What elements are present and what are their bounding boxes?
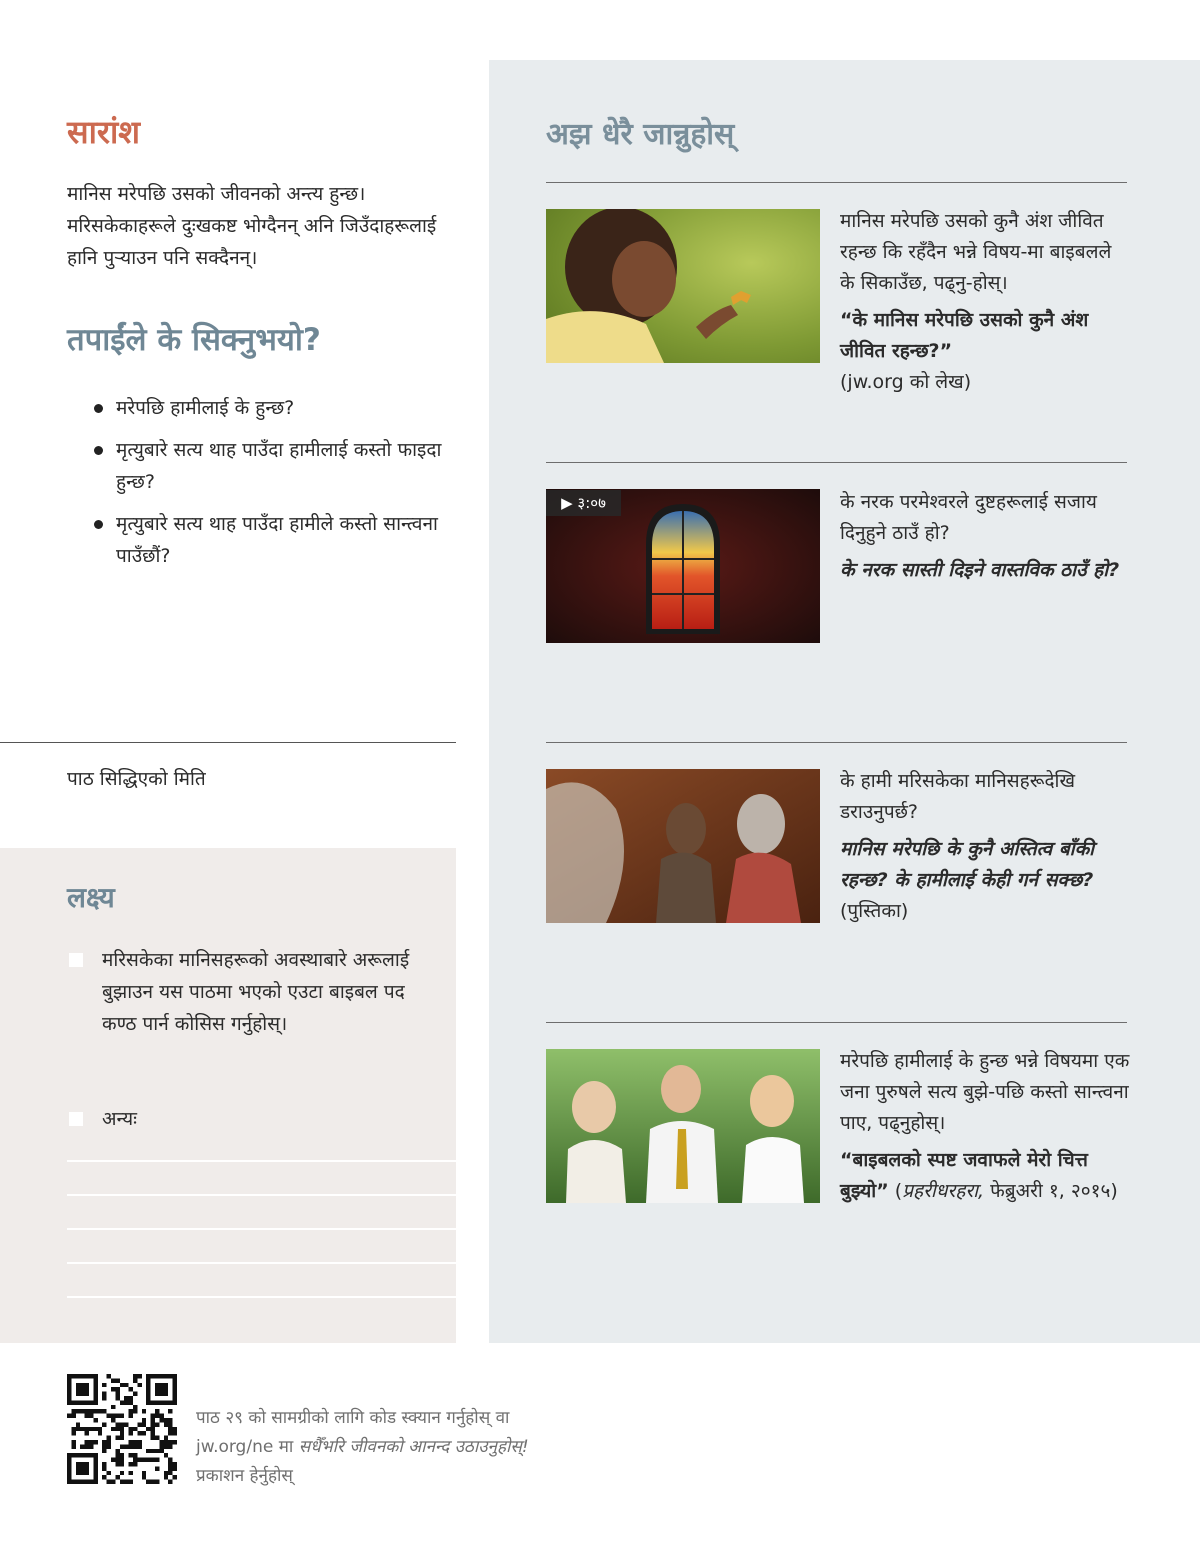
write-in-line[interactable] <box>67 1160 456 1162</box>
goal-checkbox-1[interactable] <box>69 953 83 967</box>
entry-source-publication: प्रहरीधरहरा, <box>902 1180 985 1202</box>
girl-with-butterfly-image[interactable] <box>546 209 820 363</box>
entry-title-link[interactable]: मानिस मरेपछि के कुनै अस्तित्व बाँकी रहन्छ? के हामीलाई केही गर्न सक्छ? <box>840 838 1095 891</box>
footer-line-2: jw.org/ne मा सधैँभरि जीवनको आनन्द उठाउनुहोस्! <box>196 1437 529 1457</box>
entry-description: मानिस मरेपछि उसको कुनै अंश जीवित रहन्छ कि रहँदैन भन्ने विषय-मा बाइबलले के सिकाउँछ, पढ्नु-होस्। <box>840 210 1112 294</box>
goal-other-label: अन्यः <box>102 1108 137 1130</box>
goal-text-1: मरिसकेका मानिसहरूको अवस्थाबारे अरूलाई बुझाउन यस पाठमा भएको एउटा बाइबल पद कण्ठ पार्न कोसिस गर्नुहोस्। <box>102 949 410 1035</box>
summary-heading: सारांश <box>67 113 141 151</box>
learn-more-entry-1 <box>840 206 1130 398</box>
entry-source: (jw.org को लेख) <box>840 371 972 393</box>
completion-date-label: पाठ सिद्धिएको मिति <box>67 768 206 790</box>
learn-more-entry-4: मरेपछि हामीलाई के हुन्छ भन्ने विषयमा एक जना पुरुषले सत्य बुझे-पछि कस्तो सान्त्वना पाए, पढ्नुहोस्। “बाइबलको स्पष्ट जवाफले मेरो चित्त बुझ्यो” (प्रहरीधरहरा, फेब्रुअरी १, २०१५) <box>840 1046 1130 1207</box>
entry-source: (पुस्तिका) <box>840 900 909 922</box>
goal-heading: लक्ष्य <box>67 881 115 914</box>
footer-line-1: पाठ २९ को सामग्रीको लागि कोड स्क्यान गर्नुहोस् वा <box>196 1408 510 1428</box>
footer-line-3: प्रकाशन हेर्नुहोस् <box>196 1466 293 1486</box>
write-in-line[interactable] <box>67 1228 456 1230</box>
learned-item: मृत्युबारे सत्य थाह पाउँदा हामीलाई कस्तो फाइदा हुन्छ? <box>90 434 460 498</box>
entry-description: के नरक परमेश्‍वरले दुष्टहरूलाई सजाय दिनुहुने ठाउँ हो? <box>840 491 1097 544</box>
learned-item: मरेपछि हामीलाई के हुन्छ? <box>90 392 460 424</box>
three-people-conversation-image[interactable] <box>546 1049 820 1203</box>
write-in-line[interactable] <box>67 1262 456 1264</box>
divider <box>546 182 1127 183</box>
write-in-line[interactable] <box>67 1296 456 1298</box>
entry-title-link[interactable]: “बाइबलको स्पष्ट जवाफले मेरो चित्त बुझ्यो” <box>840 1149 1088 1202</box>
divider <box>546 462 1127 463</box>
entry-source-date: फेब्रुअरी १, २०१५) <box>990 1180 1118 1202</box>
learn-more-entry-2 <box>840 487 1130 586</box>
learn-more-heading: अझ धेरै जान्नुहोस् <box>546 117 735 152</box>
divider <box>546 1022 1127 1023</box>
divider <box>0 742 456 743</box>
learned-list <box>90 392 460 582</box>
entry-title-link[interactable]: “के मानिस मरेपछि उसको कुनै अंश जीवित रहन्छ?” <box>840 309 1089 362</box>
learn-more-entry-3 <box>840 766 1130 927</box>
qr-code[interactable] <box>67 1374 177 1484</box>
learned-item: मृत्युबारे सत्य थाह पाउँदा हामीले कस्तो सान्त्वना पाउँछौं? <box>90 508 460 572</box>
summary-text: मानिस मरेपछि उसको जीवनको अन्त्य हुन्छ। मरिसकेकाहरूले दुःखकष्ट भोग्दैनन् अनि जिउँदाहरूलाई हानि पुऱ्याउन पनि सक्दैनन्। <box>67 183 437 269</box>
learned-heading: तपाईंले के सिक्नुभयो? <box>67 322 321 358</box>
entry-description: मरेपछि हामीलाई के हुन्छ भन्ने विषयमा एक जना पुरुषले सत्य बुझे-पछि कस्तो सान्त्वना पाए, पढ्नुहोस्। <box>840 1050 1130 1134</box>
entry-title-link[interactable]: के नरक सास्ती दिइने वास्तविक ठाउँ हो? <box>840 559 1120 581</box>
video-duration-badge[interactable]: ▶ ३:०७ <box>546 490 621 516</box>
goal-panel <box>0 848 456 1343</box>
write-in-line[interactable] <box>67 1194 456 1196</box>
divider <box>546 742 1127 743</box>
footer-text <box>196 1404 616 1491</box>
entry-description: के हामी मरिसकेका मानिसहरूदेखि डराउनुपर्छ? <box>840 770 1076 823</box>
goal-checkbox-other[interactable] <box>69 1112 83 1126</box>
spirit-medium-image[interactable] <box>546 769 820 923</box>
